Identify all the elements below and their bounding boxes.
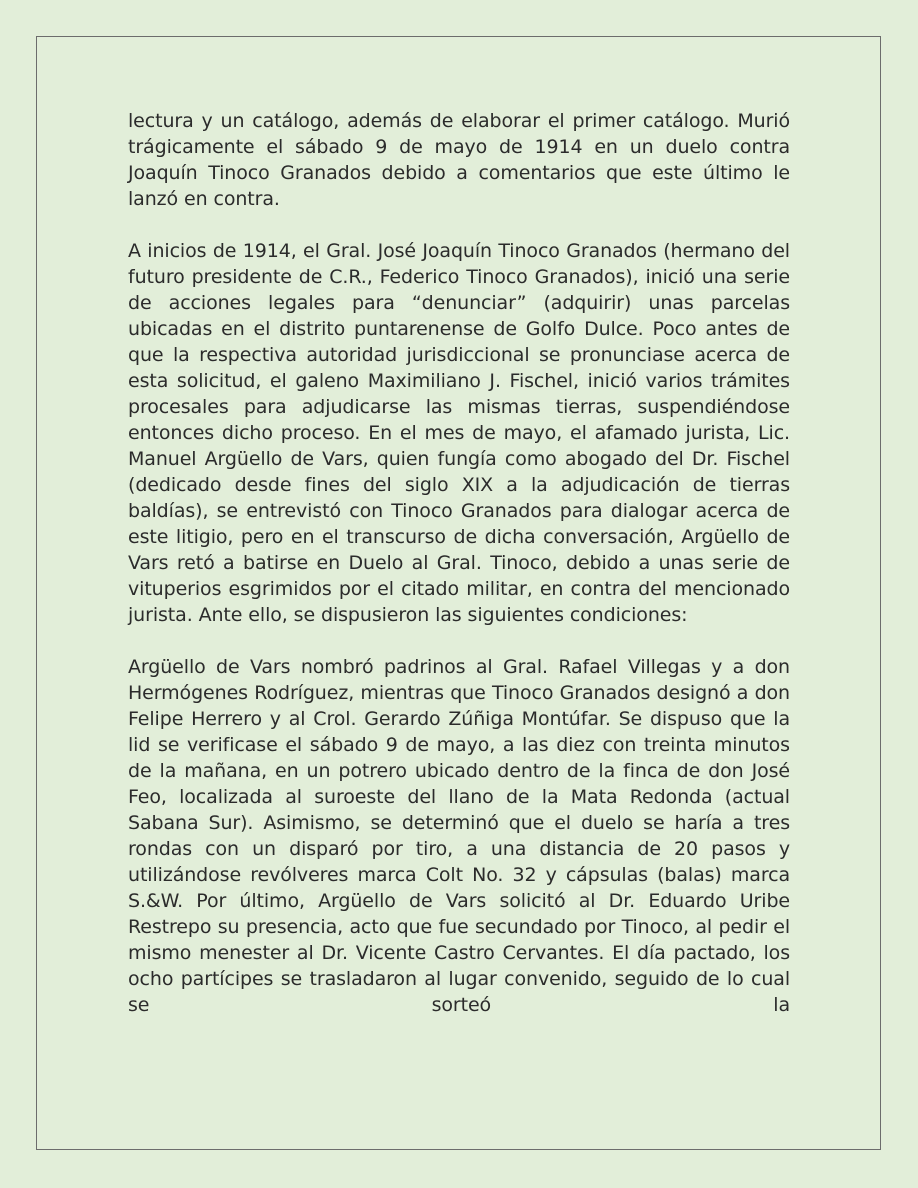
paragraph-3: Argüello de Vars nombró padrinos al Gral. Rafael Villegas y a don Hermógenes Rodríguez, mientras que Tinoco Granados designó a don Felipe Herrero y al Crol. Gerardo Zúñiga Montúfar. Se dispuso que la lid se verificase el sábado 9 de mayo, a las diez con treinta minutos de la mañana, en un potrero ubicado dentro de la finca de don José Feo, localizada al suroeste del llano de la Mata Redonda (actual Sabana Sur). Asimismo, se determinó que el duelo se haría a tres rondas con un disparó por tiro, a una distancia de 20 pasos y utilizándose revólveres marca Colt No. 32 y cápsulas (balas) marca S.&W. Por último, Argüello de Vars solicitó al Dr. Eduardo Uribe Restrepo su presencia, acto que fue secundado por Tinoco, al pedir el mismo menester al Dr. Vicente Castro Cervantes. El día pactado, los ocho partícipes se trasladaron al lugar convenido, seguido de lo cual se sorteó la: [128, 656, 790, 1016]
paragraph-1: lectura y un catálogo, además de elaborar el primer catálogo. Murió trágicamente el sábado 9 de mayo de 1914 en un duelo contra Joaquín Tinoco Granados debido a comentarios que este último le lanzó en contra.: [128, 110, 790, 210]
paragraph-2: A inicios de 1914, el Gral. José Joaquín Tinoco Granados (hermano del futuro presidente de C.R., Federico Tinoco Granados), inició una serie de acciones legales para “denunciar” (adquirir) unas parcelas ubicadas en el distrito puntarenense de Golfo Dulce. Poco antes de que la respectiva autoridad jurisdiccional se pronunciase acerca de esta solicitud, el galeno Maximiliano J. Fischel, inició varios trámites procesales para adjudicarse las mismas tierras, suspendiéndose entonces dicho proceso. En el mes de mayo, el afamado jurista, Lic. Manuel Argüello de Vars, quien fungía como abogado del Dr. Fischel (dedicado desde fines del siglo XIX a la adjudicación de tierras baldías), se entrevistó con Tinoco Granados para dialogar acerca de este litigio, pero en el transcurso de dicha conversación, Argüello de Vars retó a batirse en Duelo al Gral. Tinoco, debido a unas serie de vituperios esgrimidos por el citado militar, en contra del mencionado jurista. Ante ello, se dispusieron las siguientes condiciones:: [128, 240, 790, 626]
document-body: [128, 108, 790, 1018]
